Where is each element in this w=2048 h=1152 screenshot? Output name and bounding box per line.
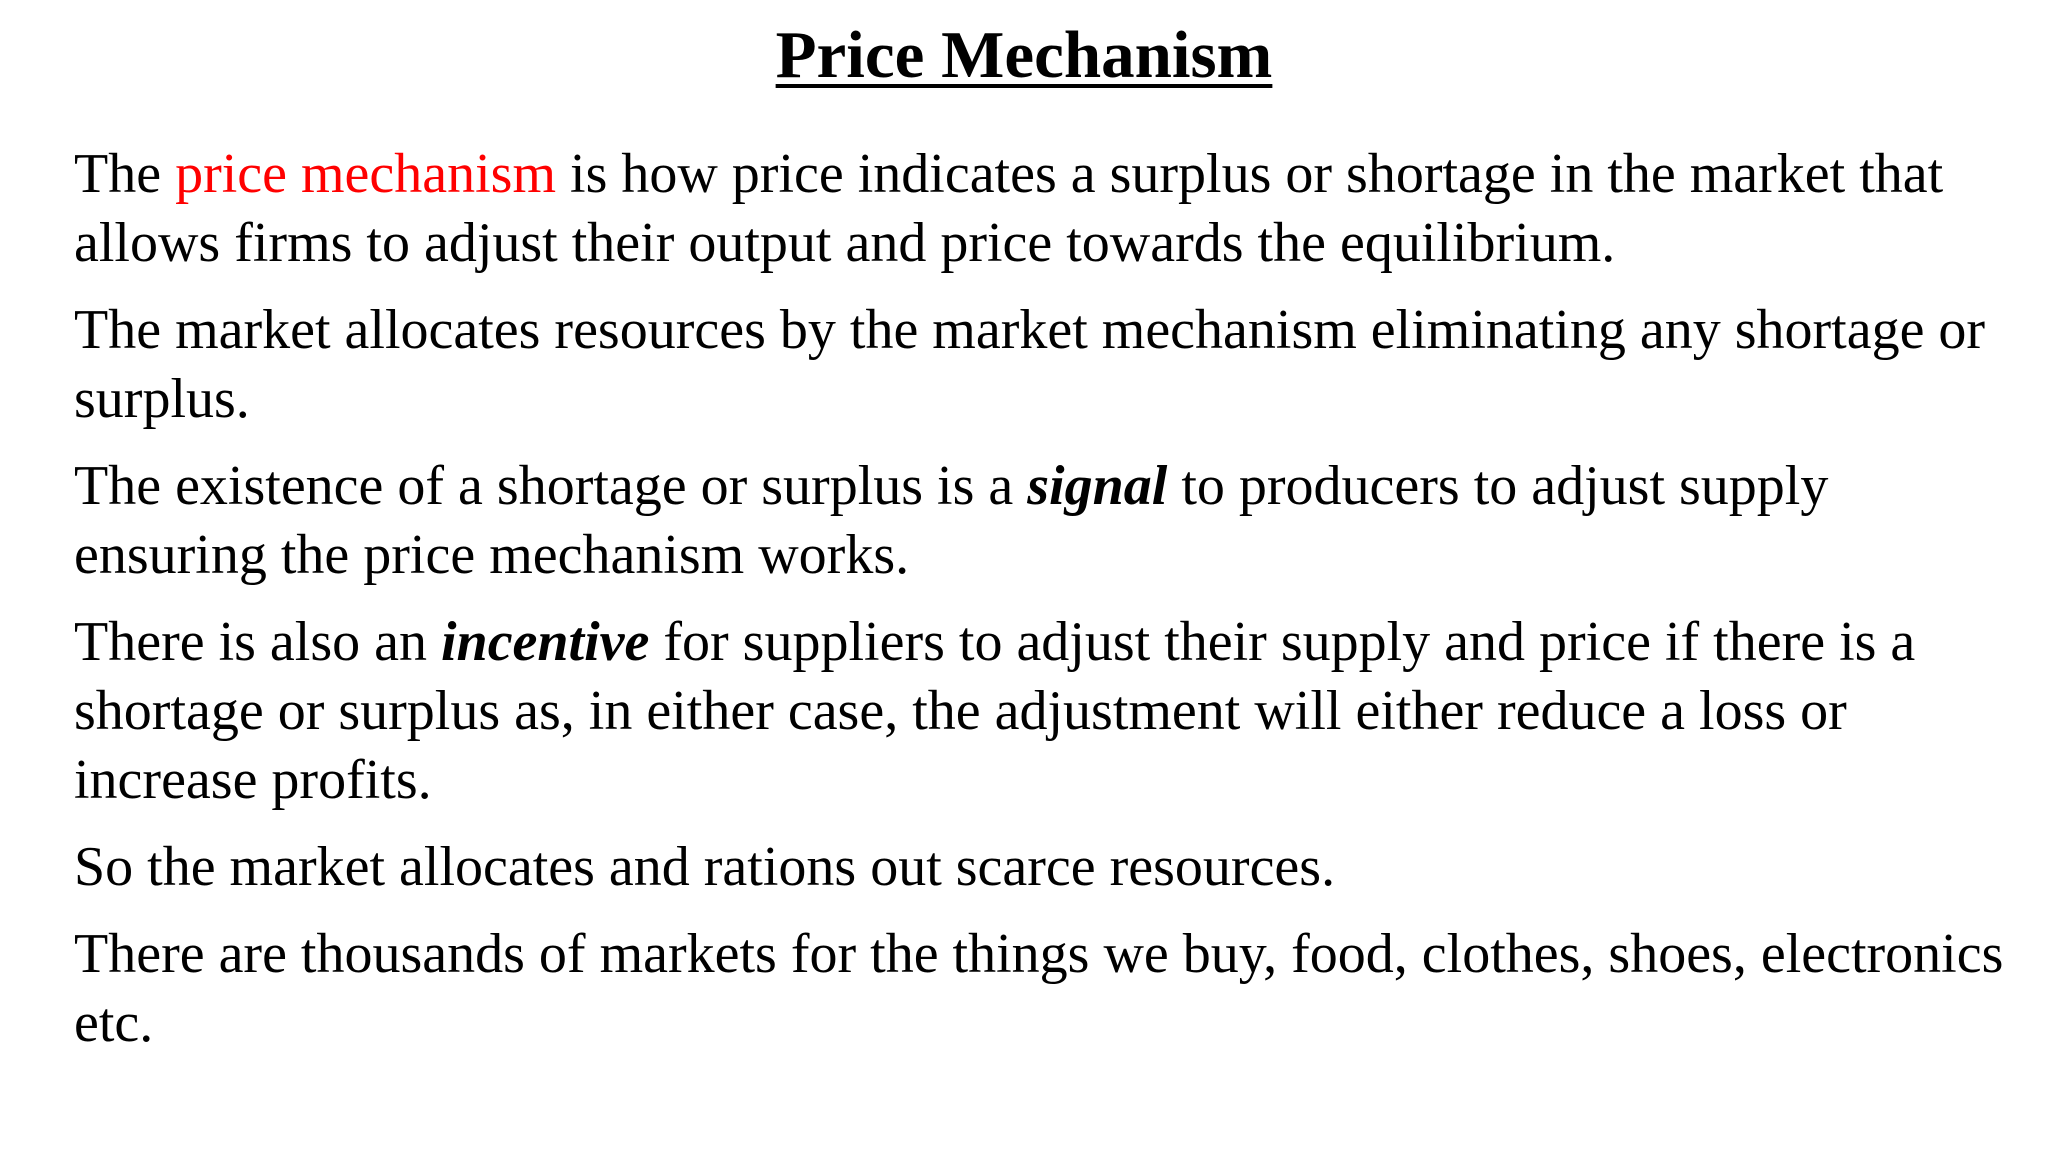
- paragraph-3-rest: to producers to adjust supply ensuring the price mechanism works.: [74, 455, 1829, 586]
- paragraph-4-lead: There is also an: [74, 611, 441, 673]
- paragraph-4-rest: for suppliers to adjust their supply and price if there is a shortage or surplus as, in either case, the adjustment will either reduce a loss or increase profits.: [74, 611, 1916, 811]
- slide-title: [0, 14, 2048, 96]
- slide-title-text: Price Mechanism: [775, 18, 1273, 92]
- emphasis-incentive: incentive: [440, 611, 650, 673]
- highlighted-term-price-mechanism: price mechanism: [175, 143, 557, 205]
- emphasis-signal: signal: [1027, 455, 1168, 517]
- paragraph-3-lead: The existence of a shortage or surplus is a: [74, 455, 1028, 517]
- slide-body: [74, 140, 2004, 1076]
- paragraph-rationing: [74, 833, 2004, 902]
- paragraph-5-text: So the market allocates and rations out scarce resources.: [74, 836, 1336, 898]
- paragraph-2-text: The market allocates resources by the market mechanism eliminating any shortage or surplus.: [74, 299, 1986, 430]
- paragraph-price-mechanism-definition: [74, 140, 2004, 278]
- paragraph-incentive: [74, 608, 2004, 815]
- paragraph-market-allocation: [74, 296, 2004, 434]
- paragraph-1-rest: is how price indicates a surplus or shortage in the market that allows firms to adjust their output and price towards the equilibrium.: [74, 143, 1944, 274]
- paragraph-markets-examples: [74, 920, 2004, 1058]
- paragraph-6-text: There are thousands of markets for the things we buy, food, clothes, shoes, electronics etc.: [74, 923, 2004, 1054]
- paragraph-signal: [74, 452, 2004, 590]
- paragraph-1-lead: The: [74, 143, 176, 205]
